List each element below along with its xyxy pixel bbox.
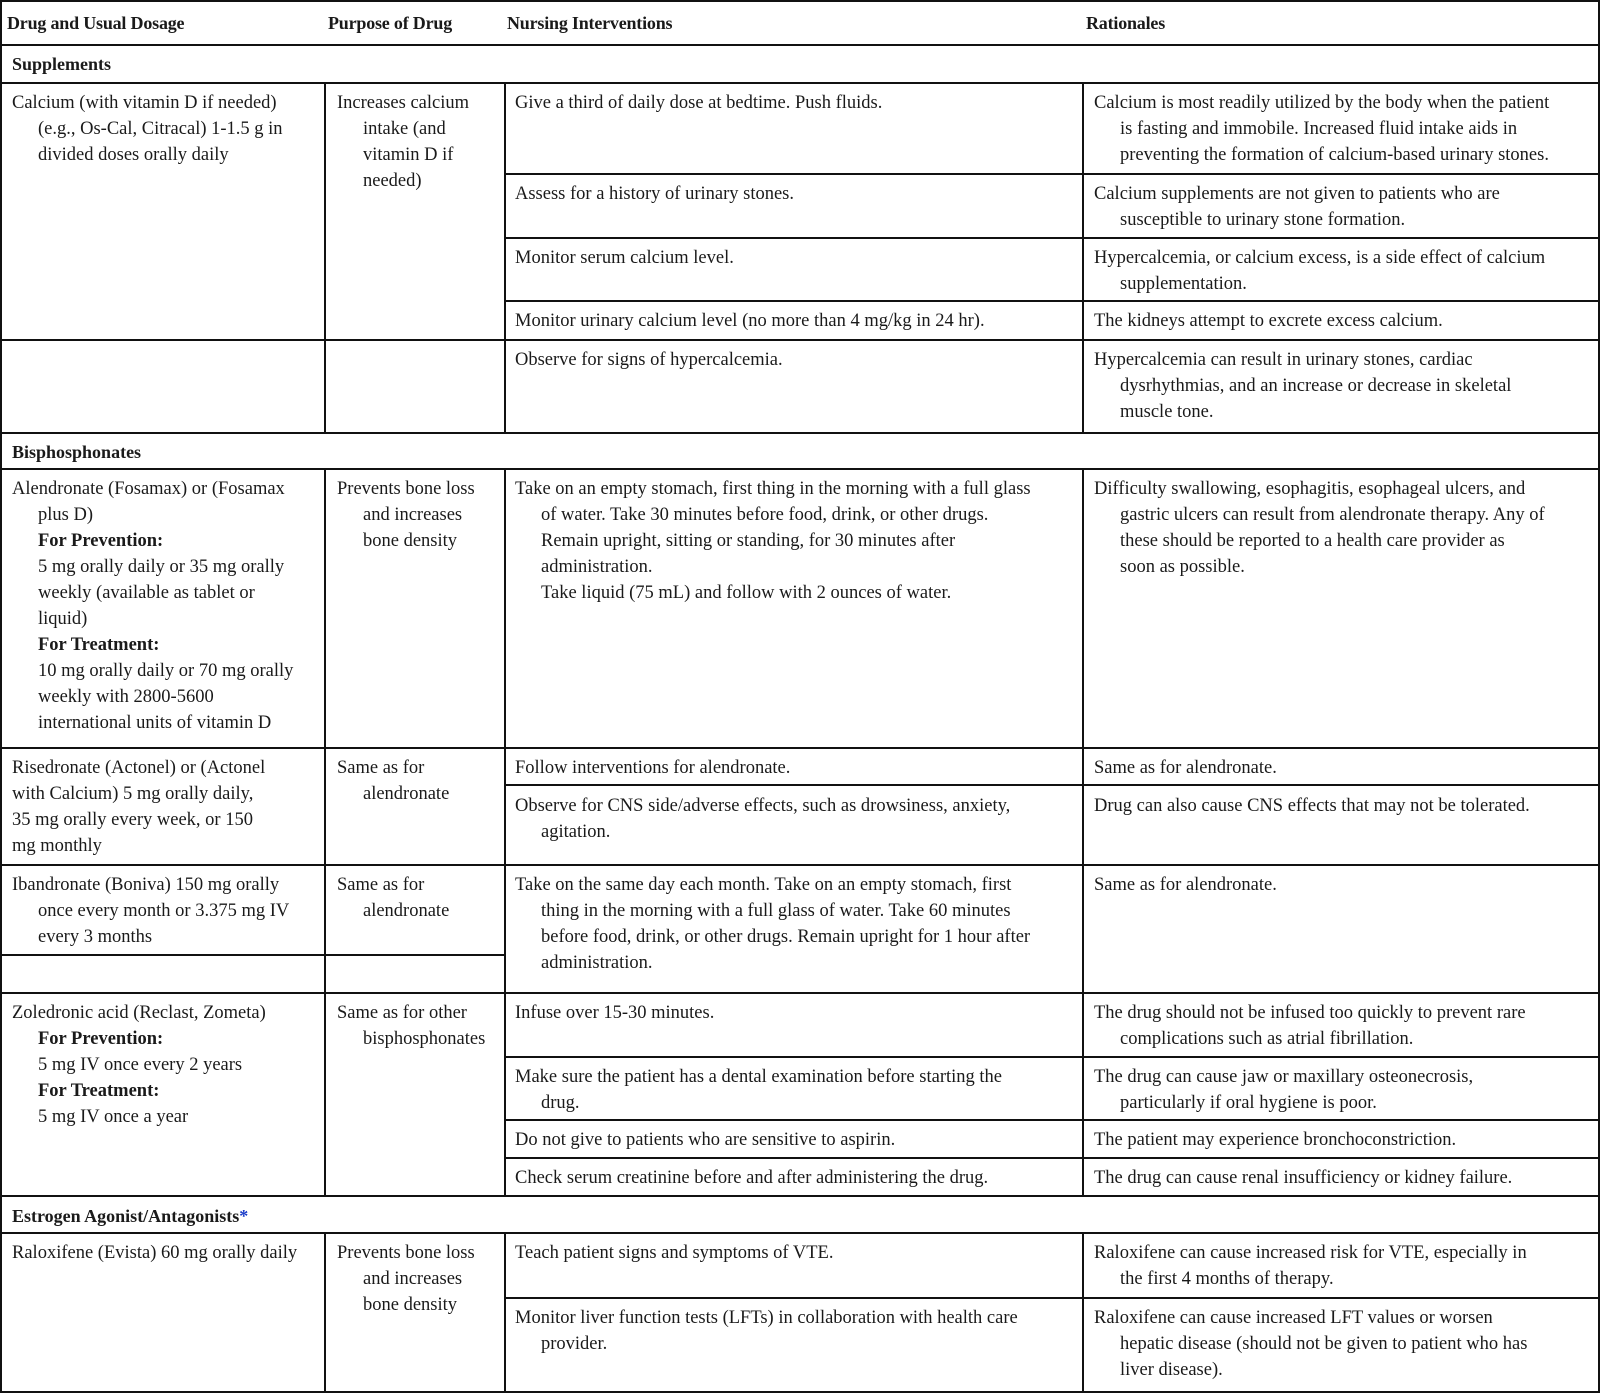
section-estrogen: Estrogen Agonist/Antagonists*: [12, 1206, 249, 1226]
rule-rise-1: [505, 784, 1600, 786]
ibandronate-drug: Ibandronate (Boniva) 150 mg orally once every month or 3.375 mg IV every 3 months: [12, 875, 290, 947]
rule-iban-end: [0, 992, 1600, 994]
vrule-2a: [504, 82, 506, 433]
alendronate-rationale: Difficulty swallowing, esophagitis, esophageal ulcers, and gastric ulcers can result from alendronate therapy. Any of these should be reported to a health care provider as soon as possible.: [1094, 479, 1545, 577]
zoledronic-rationale-2: The drug can cause jaw or maxillary osteonecrosis, particularly if oral hygiene is poor.: [1094, 1067, 1474, 1113]
calcium-purpose: Increases calcium intake (and vitamin D if needed): [337, 93, 469, 191]
calcium-rationale-3: Hypercalcemia, or calcium excess, is a side effect of calcium supplementation.: [1094, 248, 1546, 294]
rule-zol-2: [505, 1119, 1600, 1121]
rule-bisphosphonates: [0, 468, 1600, 470]
vrule-3c: [1082, 1232, 1084, 1392]
ibandronate-intervention: Take on the same day each month. Take on an empty stomach, first thing in the morning with a full glass of water. Take 60 minutes before food, drink, or other drugs. Remain upright for 1 hour after administration.: [515, 875, 1031, 973]
rule-rise-end: [0, 864, 1600, 866]
risedronate-rationale-2: Drug can also cause CNS effects that may not be tolerated.: [1094, 796, 1530, 816]
rule-ral-1: [505, 1297, 1600, 1299]
header-interventions: Nursing Interventions: [507, 13, 673, 33]
vrule-3b: [1082, 468, 1084, 1196]
calcium-rationale-4: The kidneys attempt to excrete excess calcium.: [1094, 311, 1443, 331]
raloxifene-intervention-2: Monitor liver function tests (LFTs) in collaboration with health care provider.: [515, 1308, 1018, 1354]
footnote-marker[interactable]: *: [239, 1206, 249, 1226]
raloxifene-drug: Raloxifene (Evista) 60 mg orally daily: [12, 1243, 298, 1263]
rule-cal-end: [0, 432, 1600, 434]
rule-zol-1: [505, 1056, 1600, 1058]
rule-header-bottom: [0, 44, 1600, 46]
rule-zol-end: [0, 1195, 1600, 1197]
calcium-rationale-5: Hypercalcemia can result in urinary stones, cardiac dysrhythmias, and an increase or decrease in skeletal muscle tone.: [1094, 350, 1512, 422]
risedronate-rationale-1: Same as for alendronate.: [1094, 758, 1277, 778]
raloxifene-rationale-2: Raloxifene can cause increased LFT values or worsen hepatic disease (should not be given to patient who has liver disease).: [1094, 1308, 1528, 1380]
zoledronic-intervention-2: Make sure the patient has a dental examination before starting the drug.: [515, 1067, 1002, 1113]
rule-iban-inner: [0, 954, 505, 956]
rule-cal-3: [505, 300, 1600, 302]
section-bisphosphonates: Bisphosphonates: [12, 442, 142, 462]
ibandronate-purpose: Same as for alendronate: [337, 875, 450, 921]
zoledronic-intervention-4: Check serum creatinine before and after administering the drug.: [515, 1168, 989, 1188]
rule-left: [0, 0, 2, 1393]
header-purpose: Purpose of Drug: [328, 13, 452, 33]
alendronate-drug: Alendronate (Fosamax) or (Fosamax plus D) For Prevention: 5 mg orally daily or 35 mg orally weekly (available as tablet or liquid) For Treatment: 10 mg orally daily or 70 mg orally weekly with 2800-5600 international units of vitamin D: [12, 479, 294, 733]
ibandronate-rationale: Same as for alendronate.: [1094, 875, 1277, 895]
zoledronic-intervention-1: Infuse over 15-30 minutes.: [515, 1003, 715, 1023]
alendronate-purpose: Prevents bone loss and increases bone density: [337, 479, 475, 551]
raloxifene-intervention-1: Teach patient signs and symptoms of VTE.: [515, 1243, 834, 1263]
zoledronic-intervention-3: Do not give to patients who are sensitive to aspirin.: [515, 1130, 896, 1150]
zoledronic-rationale-3: The patient may experience bronchoconstriction.: [1094, 1130, 1457, 1150]
rule-supplements: [0, 82, 1600, 84]
risedronate-intervention-2: Observe for CNS side/adverse effects, such as drowsiness, anxiety, agitation.: [515, 796, 1011, 842]
alendronate-intervention: Take on an empty stomach, first thing in the morning with a full glass of water. Take 30 minutes before food, drink, or other drugs. Remain upright, sitting or standing, for 30 minutes after administration. Take liquid (75 mL) and follow with 2 ounces of water.: [515, 479, 1031, 603]
raloxifene-purpose: Prevents bone loss and increases bone density: [337, 1243, 475, 1315]
rule-alendronate-end: [0, 747, 1600, 749]
rule-bottom: [0, 1391, 1600, 1393]
risedronate-intervention-1: Follow interventions for alendronate.: [515, 758, 791, 778]
zoledronic-rationale-1: The drug should not be infused too quickly to prevent rare complications such as atrial fibrillation.: [1094, 1003, 1526, 1049]
calcium-rationale-1: Calcium is most readily utilized by the body when the patient is fasting and immobile. Increased fluid intake aids in preventing the formation of calcium-based urinary stones.: [1094, 93, 1550, 165]
calcium-intervention-1: Give a third of daily dose at bedtime. Push fluids.: [515, 93, 883, 113]
raloxifene-rationale-1: Raloxifene can cause increased risk for VTE, especially in the first 4 months of therapy.: [1094, 1243, 1527, 1289]
rule-estrogen: [0, 1232, 1600, 1234]
header-drug: Drug and Usual Dosage: [7, 13, 185, 33]
section-supplements: Supplements: [12, 54, 112, 74]
vrule-3a: [1082, 82, 1084, 433]
calcium-rationale-2: Calcium supplements are not given to patients who are susceptible to urinary stone formation.: [1094, 184, 1500, 230]
risedronate-purpose: Same as for alendronate: [337, 758, 450, 804]
rule-top: [0, 0, 1600, 2]
vrule-2c: [504, 1232, 506, 1392]
calcium-drug: Calcium (with vitamin D if needed) (e.g., Os-Cal, Citracal) 1-1.5 g in divided doses orally daily: [12, 93, 283, 165]
calcium-intervention-5: Observe for signs of hypercalcemia.: [515, 350, 783, 370]
risedronate-drug: Risedronate (Actonel) or (Actonel with Calcium) 5 mg orally daily, 35 mg orally every week, or 150 mg monthly: [12, 758, 266, 856]
vrule-2b: [504, 468, 506, 1196]
zoledronic-drug: Zoledronic acid (Reclast, Zometa) For Prevention: 5 mg IV once every 2 years For Treatment: 5 mg IV once a year: [12, 1003, 266, 1127]
rule-cal-1: [505, 173, 1600, 175]
vrule-1b: [324, 468, 326, 1196]
zoledronic-purpose: Same as for other bisphosphonates: [337, 1003, 486, 1049]
vrule-1c: [324, 1232, 326, 1392]
calcium-intervention-4: Monitor urinary calcium level (no more than 4 mg/kg in 24 hr).: [515, 311, 985, 331]
rule-cal-4: [0, 339, 1600, 341]
rule-zol-3: [505, 1157, 1600, 1159]
header-rationales: Rationales: [1086, 13, 1166, 33]
calcium-intervention-3: Monitor serum calcium level.: [515, 248, 734, 268]
rule-cal-2: [505, 237, 1600, 239]
calcium-intervention-2: Assess for a history of urinary stones.: [515, 184, 794, 204]
zoledronic-rationale-4: The drug can cause renal insufficiency or kidney failure.: [1094, 1168, 1513, 1188]
vrule-1a: [324, 82, 326, 433]
